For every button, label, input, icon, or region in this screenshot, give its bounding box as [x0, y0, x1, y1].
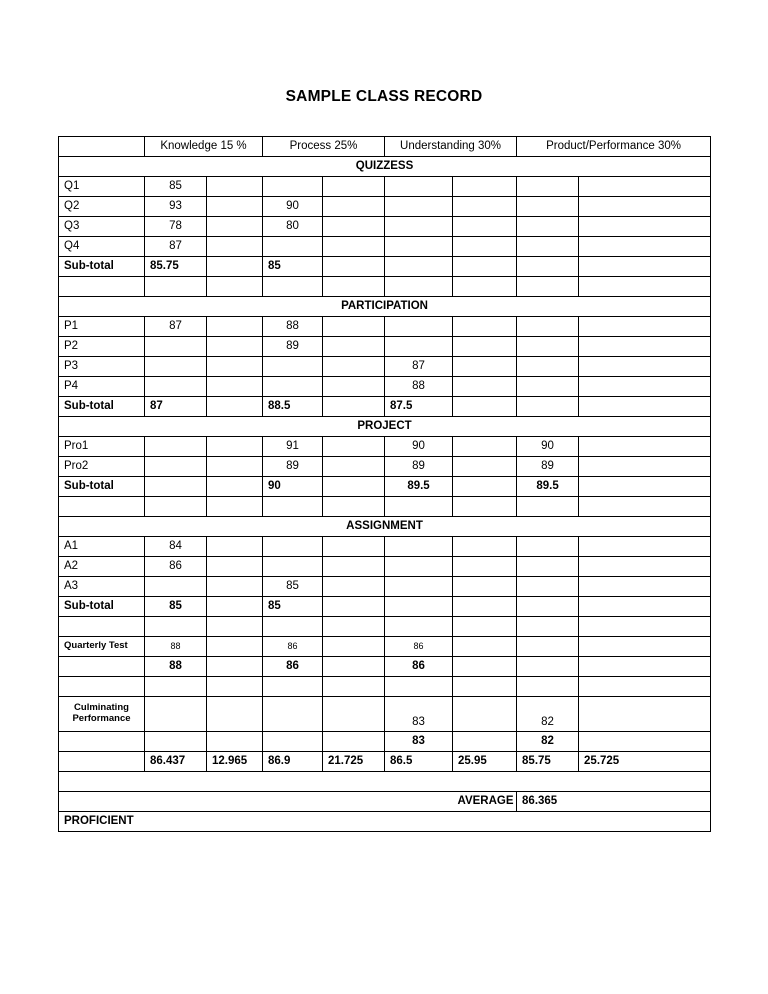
cell-process: 85 — [263, 257, 323, 277]
cell-process: 85 — [263, 577, 323, 597]
row-label: Q1 — [59, 177, 145, 197]
section-label-participation: PARTICIPATION — [59, 297, 711, 317]
cell-understanding: 86 — [385, 637, 453, 657]
cell-understanding: 86.5 — [385, 752, 453, 772]
table-row — [59, 357, 711, 377]
cell-product-2 — [579, 217, 711, 237]
cell-process — [263, 697, 323, 732]
cell-process-2 — [323, 337, 385, 357]
cell-product — [517, 597, 579, 617]
cell-understanding: 86 — [385, 657, 453, 677]
cell-process-2 — [323, 357, 385, 377]
cell-product — [517, 537, 579, 557]
cell-understanding-2 — [453, 397, 517, 417]
cell-process — [263, 557, 323, 577]
cell-process: 88.5 — [263, 397, 323, 417]
cell-process: 89 — [263, 337, 323, 357]
table-row — [59, 437, 711, 457]
cell-knowledge: 87 — [145, 237, 207, 257]
cell-knowledge: 87 — [145, 317, 207, 337]
cell-product-2 — [579, 697, 711, 732]
cell-understanding-2: 25.95 — [453, 752, 517, 772]
cell-process: 91 — [263, 437, 323, 457]
cell-process-2: 21.725 — [323, 752, 385, 772]
cell-knowledge-2 — [207, 637, 263, 657]
cell-understanding-2 — [453, 377, 517, 397]
cell-understanding-2 — [453, 732, 517, 752]
table-row — [59, 317, 711, 337]
cell-product: 82 — [517, 697, 579, 732]
cell-knowledge: 78 — [145, 217, 207, 237]
cell-knowledge: 86 — [145, 557, 207, 577]
spacer-cell — [579, 677, 711, 697]
cell-knowledge — [145, 357, 207, 377]
cell-knowledge-2 — [207, 357, 263, 377]
section-row-quizzes — [59, 157, 711, 177]
cell-process — [263, 177, 323, 197]
table-row-subtotal — [59, 257, 711, 277]
row-label: Pro2 — [59, 457, 145, 477]
section-row-participation — [59, 297, 711, 317]
spacer-cell — [323, 617, 385, 637]
cell-process-2 — [323, 457, 385, 477]
cell-knowledge — [145, 377, 207, 397]
cell-knowledge: 85 — [145, 177, 207, 197]
section-label-assignment: ASSIGNMENT — [59, 517, 711, 537]
cell-process — [263, 732, 323, 752]
cell-knowledge-2 — [207, 657, 263, 677]
header-product: Product/Performance 30% — [517, 137, 711, 157]
spacer-cell — [453, 617, 517, 637]
table-row-culminating — [59, 697, 711, 732]
cell-process-2 — [323, 177, 385, 197]
cell-process: 86 — [263, 657, 323, 677]
section-row-assignment — [59, 517, 711, 537]
cell-understanding-2 — [453, 257, 517, 277]
table-row-subtotal — [59, 397, 711, 417]
cell-knowledge — [145, 697, 207, 732]
row-label — [59, 657, 145, 677]
spacer-cell — [263, 497, 323, 517]
cell-knowledge-2 — [207, 697, 263, 732]
cell-knowledge-2 — [207, 377, 263, 397]
cell-knowledge-2 — [207, 217, 263, 237]
header-understanding: Understanding 30% — [385, 137, 517, 157]
spacer-cell — [517, 677, 579, 697]
spacer-cell — [385, 497, 453, 517]
spacer-cell — [579, 497, 711, 517]
table-row-totals — [59, 752, 711, 772]
cell-process-2 — [323, 237, 385, 257]
row-label: A1 — [59, 537, 145, 557]
cell-knowledge — [145, 477, 207, 497]
spacer-cell — [145, 617, 207, 637]
cell-product-2 — [579, 197, 711, 217]
cell-knowledge-2 — [207, 557, 263, 577]
table-row — [59, 237, 711, 257]
cell-process-2 — [323, 397, 385, 417]
table-row-descriptor — [59, 812, 711, 832]
table-row — [59, 537, 711, 557]
spacer-cell — [385, 617, 453, 637]
cell-product: 89 — [517, 457, 579, 477]
cell-product-2 — [579, 637, 711, 657]
cell-process-2 — [323, 317, 385, 337]
row-label: P4 — [59, 377, 145, 397]
cell-knowledge — [145, 457, 207, 477]
cell-understanding — [385, 537, 453, 557]
cell-process-2 — [323, 477, 385, 497]
row-label: Q2 — [59, 197, 145, 217]
cell-process-2 — [323, 657, 385, 677]
cell-product — [517, 257, 579, 277]
cell-knowledge-2 — [207, 337, 263, 357]
class-record-table — [58, 136, 711, 832]
spacer-cell — [323, 497, 385, 517]
row-label: A2 — [59, 557, 145, 577]
spacer-cell — [323, 677, 385, 697]
cell-product: 89.5 — [517, 477, 579, 497]
cell-understanding: 83 — [385, 697, 453, 732]
cell-product-2 — [579, 537, 711, 557]
cell-product — [517, 337, 579, 357]
spacer-cell — [145, 677, 207, 697]
cell-product — [517, 397, 579, 417]
cell-process-2 — [323, 257, 385, 277]
cell-understanding-2 — [453, 357, 517, 377]
cell-knowledge-2 — [207, 457, 263, 477]
spacer-cell — [263, 617, 323, 637]
header-blank — [59, 137, 145, 157]
spacer-cell — [145, 277, 207, 297]
cell-knowledge: 85 — [145, 597, 207, 617]
spacer-cell — [59, 497, 145, 517]
cell-knowledge-2 — [207, 577, 263, 597]
row-label: Sub-total — [59, 257, 145, 277]
cell-knowledge-2: 12.965 — [207, 752, 263, 772]
cell-knowledge-2 — [207, 477, 263, 497]
row-label — [59, 752, 145, 772]
section-row-project — [59, 417, 711, 437]
cell-product: 85.75 — [517, 752, 579, 772]
cell-process — [263, 357, 323, 377]
row-label: Sub-total — [59, 597, 145, 617]
cell-knowledge-2 — [207, 397, 263, 417]
spacer-cell — [59, 277, 145, 297]
spacer-cell — [453, 277, 517, 297]
cell-understanding: 89.5 — [385, 477, 453, 497]
spacer-cell — [263, 677, 323, 697]
spacer-cell — [517, 277, 579, 297]
spacer-cell — [207, 277, 263, 297]
cell-understanding-2 — [453, 477, 517, 497]
page-title: SAMPLE CLASS RECORD — [285, 88, 483, 105]
average-blank — [59, 792, 453, 812]
cell-product — [517, 177, 579, 197]
cell-knowledge — [145, 437, 207, 457]
spacer-cell — [59, 677, 145, 697]
cell-knowledge-2 — [207, 437, 263, 457]
section-label-quizzes: QUIZZESS — [59, 157, 711, 177]
cell-understanding: 88 — [385, 377, 453, 397]
cell-knowledge — [145, 732, 207, 752]
cell-process — [263, 537, 323, 557]
spacer-cell — [385, 277, 453, 297]
cell-product-2 — [579, 437, 711, 457]
table-row — [59, 337, 711, 357]
cell-product-2 — [579, 577, 711, 597]
row-label: Pro1 — [59, 437, 145, 457]
cell-knowledge-2 — [207, 317, 263, 337]
cell-product-2 — [579, 257, 711, 277]
table-row-quarterly-test — [59, 637, 711, 657]
spacer-cell — [453, 497, 517, 517]
cell-understanding-2 — [453, 637, 517, 657]
cell-product-2 — [579, 477, 711, 497]
row-label: P2 — [59, 337, 145, 357]
spacer-cell — [207, 617, 263, 637]
cell-product-2 — [579, 237, 711, 257]
cell-knowledge-2 — [207, 732, 263, 752]
spacer-row — [59, 277, 711, 297]
cell-process: 85 — [263, 597, 323, 617]
cell-knowledge-2 — [207, 537, 263, 557]
cell-knowledge-2 — [207, 257, 263, 277]
cell-process-2 — [323, 577, 385, 597]
cell-process-2 — [323, 217, 385, 237]
row-label: Culminating Performance — [59, 697, 145, 732]
cell-product: 90 — [517, 437, 579, 457]
cell-product: 82 — [517, 732, 579, 752]
spacer-row — [59, 497, 711, 517]
spacer-cell — [145, 497, 207, 517]
cell-knowledge-2 — [207, 197, 263, 217]
cell-understanding-2 — [453, 217, 517, 237]
cell-product-2 — [579, 457, 711, 477]
cell-understanding — [385, 197, 453, 217]
cell-process-2 — [323, 557, 385, 577]
row-label: Sub-total — [59, 477, 145, 497]
table-row-subtotal — [59, 597, 711, 617]
header-process: Process 25% — [263, 137, 385, 157]
cell-understanding: 83 — [385, 732, 453, 752]
cell-knowledge-2 — [207, 597, 263, 617]
cell-process — [263, 237, 323, 257]
cell-product-2 — [579, 657, 711, 677]
cell-process: 90 — [263, 477, 323, 497]
table-row-subtotal — [59, 477, 711, 497]
table-row — [59, 377, 711, 397]
table-row — [59, 557, 711, 577]
table-row-average — [59, 792, 711, 812]
row-label: A3 — [59, 577, 145, 597]
spacer-cell — [323, 277, 385, 297]
row-label: Q3 — [59, 217, 145, 237]
spacer-cell — [453, 677, 517, 697]
cell-understanding — [385, 597, 453, 617]
table-row-quarterly-test-total — [59, 657, 711, 677]
spacer-row — [59, 677, 711, 697]
row-label — [59, 732, 145, 752]
cell-knowledge-2 — [207, 177, 263, 197]
spacer-cell — [59, 772, 711, 792]
spacer-row — [59, 617, 711, 637]
cell-process: 86 — [263, 637, 323, 657]
row-label: P1 — [59, 317, 145, 337]
header-knowledge: Knowledge 15 % — [145, 137, 263, 157]
row-label: Quarterly Test — [59, 637, 145, 657]
spacer-row — [59, 772, 711, 792]
cell-process: 86.9 — [263, 752, 323, 772]
cell-knowledge: 84 — [145, 537, 207, 557]
cell-knowledge — [145, 337, 207, 357]
table-row — [59, 577, 711, 597]
spacer-cell — [579, 617, 711, 637]
cell-understanding-2 — [453, 197, 517, 217]
cell-process: 89 — [263, 457, 323, 477]
cell-understanding-2 — [453, 437, 517, 457]
cell-product — [517, 657, 579, 677]
cell-understanding: 87.5 — [385, 397, 453, 417]
cell-understanding-2 — [453, 697, 517, 732]
spacer-cell — [385, 677, 453, 697]
cell-understanding-2 — [453, 337, 517, 357]
table-header-row — [59, 137, 711, 157]
cell-process-2 — [323, 197, 385, 217]
table-row — [59, 177, 711, 197]
cell-knowledge: 87 — [145, 397, 207, 417]
cell-product — [517, 197, 579, 217]
cell-process-2 — [323, 437, 385, 457]
cell-knowledge: 86.437 — [145, 752, 207, 772]
spacer-cell — [207, 497, 263, 517]
cell-product — [517, 217, 579, 237]
cell-understanding — [385, 177, 453, 197]
cell-product-2 — [579, 337, 711, 357]
cell-understanding-2 — [453, 237, 517, 257]
cell-product-2 — [579, 397, 711, 417]
cell-understanding — [385, 217, 453, 237]
table-row — [59, 457, 711, 477]
cell-knowledge: 93 — [145, 197, 207, 217]
cell-product — [517, 357, 579, 377]
cell-product-2 — [579, 177, 711, 197]
spacer-cell — [579, 277, 711, 297]
cell-understanding — [385, 577, 453, 597]
cell-process: 90 — [263, 197, 323, 217]
spacer-cell — [207, 677, 263, 697]
descriptor-label: PROFICIENT — [59, 812, 711, 832]
section-label-project: PROJECT — [59, 417, 711, 437]
cell-understanding — [385, 237, 453, 257]
spacer-cell — [517, 617, 579, 637]
cell-understanding: 89 — [385, 457, 453, 477]
cell-product-2 — [579, 317, 711, 337]
cell-understanding-2 — [453, 317, 517, 337]
cell-understanding — [385, 337, 453, 357]
cell-product-2 — [579, 597, 711, 617]
cell-process: 88 — [263, 317, 323, 337]
cell-product — [517, 577, 579, 597]
table-row-culminating-total — [59, 732, 711, 752]
cell-understanding: 90 — [385, 437, 453, 457]
cell-product-2 — [579, 377, 711, 397]
cell-understanding — [385, 317, 453, 337]
cell-understanding-2 — [453, 577, 517, 597]
cell-process-2 — [323, 637, 385, 657]
cell-product-2 — [579, 732, 711, 752]
cell-product — [517, 317, 579, 337]
cell-process-2 — [323, 697, 385, 732]
cell-product — [517, 377, 579, 397]
cell-knowledge: 88 — [145, 637, 207, 657]
cell-product — [517, 637, 579, 657]
cell-product — [517, 237, 579, 257]
cell-understanding-2 — [453, 557, 517, 577]
cell-understanding-2 — [453, 597, 517, 617]
cell-product-2: 25.725 — [579, 752, 711, 772]
cell-process-2 — [323, 732, 385, 752]
cell-process: 80 — [263, 217, 323, 237]
cell-process-2 — [323, 597, 385, 617]
cell-product-2 — [579, 357, 711, 377]
average-value: 86.365 — [517, 792, 711, 812]
table-row — [59, 197, 711, 217]
spacer-cell — [59, 617, 145, 637]
cell-understanding: 87 — [385, 357, 453, 377]
cell-knowledge: 85.75 — [145, 257, 207, 277]
cell-understanding-2 — [453, 537, 517, 557]
spacer-cell — [517, 497, 579, 517]
row-label: Sub-total — [59, 397, 145, 417]
cell-knowledge — [145, 577, 207, 597]
cell-understanding — [385, 557, 453, 577]
cell-knowledge-2 — [207, 237, 263, 257]
cell-understanding-2 — [453, 457, 517, 477]
average-label: AVERAGE — [453, 792, 517, 812]
cell-product-2 — [579, 557, 711, 577]
row-label: Q4 — [59, 237, 145, 257]
cell-understanding-2 — [453, 177, 517, 197]
spacer-cell — [263, 277, 323, 297]
cell-process-2 — [323, 377, 385, 397]
cell-understanding-2 — [453, 657, 517, 677]
cell-process-2 — [323, 537, 385, 557]
cell-knowledge: 88 — [145, 657, 207, 677]
cell-understanding — [385, 257, 453, 277]
table-row — [59, 217, 711, 237]
cell-process — [263, 377, 323, 397]
cell-product — [517, 557, 579, 577]
row-label: P3 — [59, 357, 145, 377]
